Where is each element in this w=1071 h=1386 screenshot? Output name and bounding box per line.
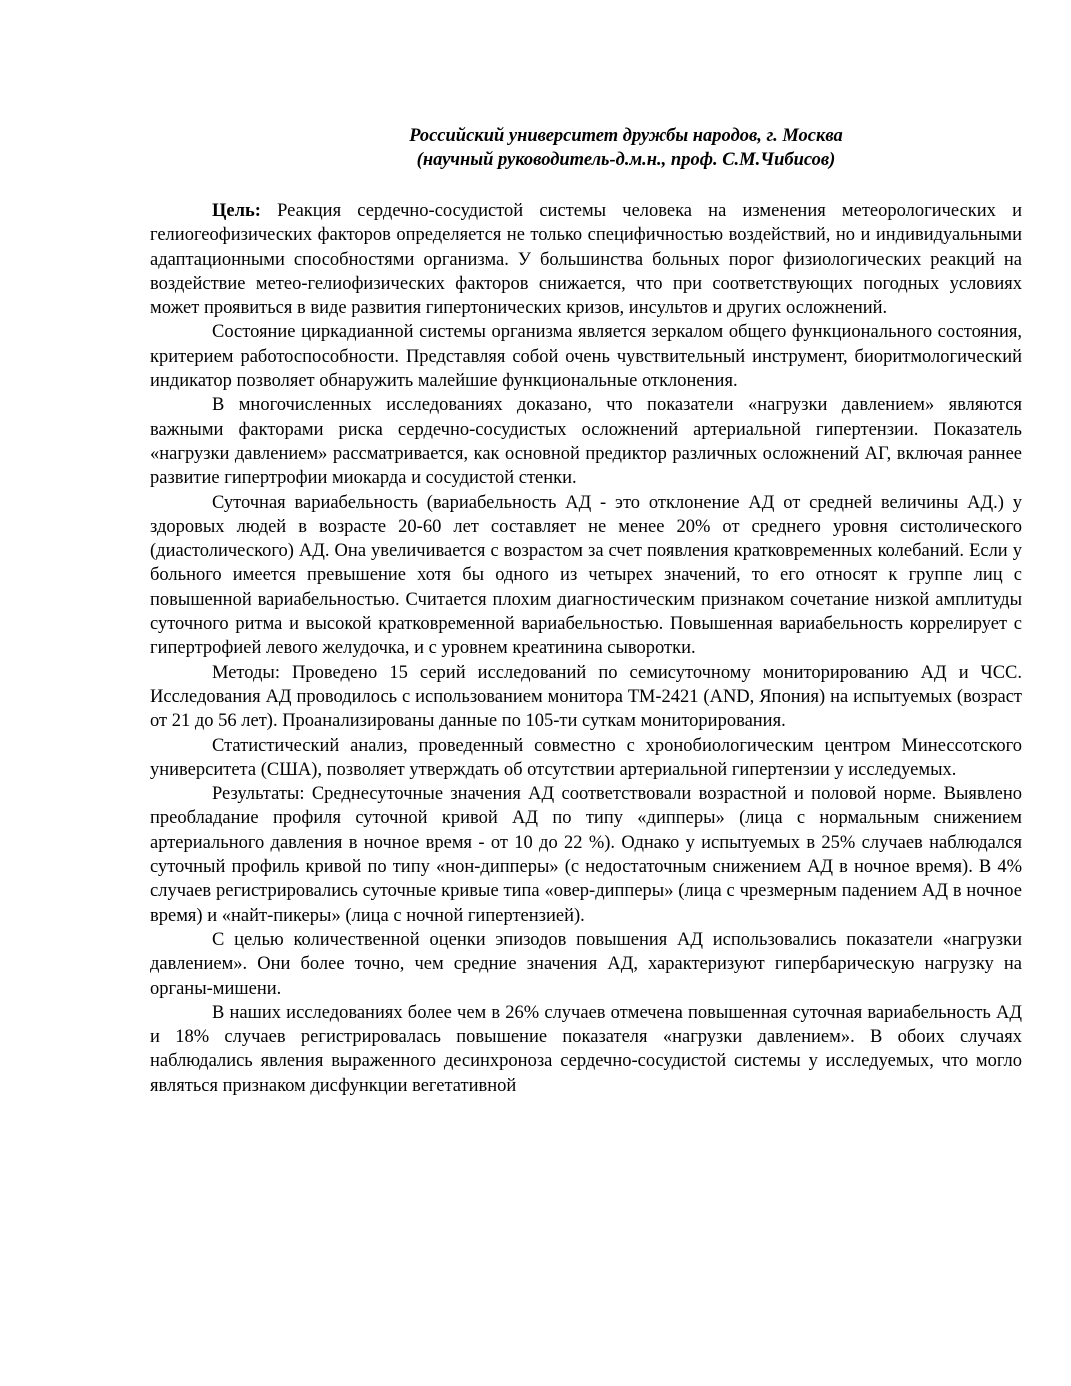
document-page [150,124,1022,1098]
paragraph-text: Суточная вариабельность (вариабельность АД - это отклонение АД от средней величины АД.) у здоровых людей в возрасте 20-60 лет составляет не менее 20% от среднего уровня систолического (диастолического) АД. Она увеличивается с возрастом за счет появления кратковременных колебаний. Если у больного имеется превышение хотя бы одного из четырех значений, то его относят к группе лиц с повышенной вариабельностью. Считается плохим диагностическим признаком сочетание низкой амплитуды суточного ритма и высокой кратковременной вариабельностью. Повышенная вариабельность коррелирует с гипертрофией левого желудочка, и с уровнем креатинина сыворотки. [150,492,1022,659]
affiliation-line: Российский университет дружбы народов, г. Москва [409,126,843,146]
paragraph-methods [150,661,1022,734]
supervisor-line: (научный руководитель-д.м.н., проф. С.М.Чибисов) [416,150,836,170]
body-text [150,199,1022,1098]
paragraph-text: С целью количественной оценки эпизодов повышения АД использовались показатели «нагрузки давлением». Они более точно, чем средние значения АД, характеризуют гипербарическую нагрузку на органы-мишени. [150,929,1022,999]
paragraph-aim [150,199,1022,320]
paragraph-text: В наших исследованиях более чем в 26% случаев отмечена повышенная суточная вариабельность АД и 18% случаев регистрировалась повышение показателя «нагрузки давлением». В обоих случаях наблюдались явления выраженного десинхроноза сердечно-сосудистой системы у исследуемых, что могло являться признаком дисфункции вегетативной [150,1002,1022,1096]
paragraph-text: Реакция сердечно-сосудистой системы человека на изменения метеорологических и гелиогеофизических факторов определяется не только специфичностью воздействий, но и индивидуальными адаптационными способностями организма. У большинства больных порог физиологических реакций на воздействие метео-гелиофизических факторов снижается, что при соответствующих погодных условиях может проявиться в виде развития гипертонических кризов, инсультов и других осложнений. [150,201,1022,319]
paragraph-text: Результаты: Среднесуточные значения АД соответствовали возрастной и половой норме. Выявлено преобладание профиля суточной кривой АД по типу «дипперы» (лица с нормальным снижением артериального давления в ночное время - от 10 до 22 %). Однако у испытуемых в 25% случаев наблюдался суточный профиль кривой по типу «нон-дипперы» (с недостаточным снижением АД в ночное время). В 4% случаев регистрировались суточные кривые типа «овер-дипперы» (лица с чрезмерным падением АД в ночное время) и «найт-пикеры» (лица с ночной гипертензией). [150,784,1022,926]
paragraph-text: Статистический анализ, проведенный совместно с хронобиологическим центром Минессотского университета (США), позволяет утверждать об отсутствии артериальной гипертензии у исследуемых. [150,735,1022,780]
paragraph-findings [150,1001,1022,1098]
paragraph-quantitative [150,928,1022,1001]
paragraph-variability [150,491,1022,661]
paragraph-pressure-load [150,393,1022,490]
affiliation-header [230,124,1022,172]
paragraph-circadian [150,320,1022,393]
paragraph-results [150,782,1022,928]
paragraph-text: В многочисленных исследованиях доказано, что показатели «нагрузки давлением» являются важными факторами риска сердечно-сосудистых осложнений артериальной гипертензии. Показатель «нагрузки давлением» рассматривается, как основной предиктор различных осложнений АГ, включая раннее развитие гипертрофии миокарда и сосудистой стенки. [150,395,1022,489]
paragraph-lead: Цель: [212,201,261,221]
paragraph-text: Состояние циркадианной системы организма является зеркалом общего функционального состояния, критерием работоспособности. Представляя собой очень чувствительный инструмент, биоритмологический индикатор позволяет обнаружить малейшие функциональные отклонения. [150,322,1022,392]
paragraph-statistics [150,734,1022,783]
paragraph-text: Методы: Проведено 15 серий исследований по семисуточному мониторированию АД и ЧСС. Исследования АД проводилось с использованием монитора ТМ-2421 (AND, Япония) на испытуемых (возраст от 21 до 56 лет). Проанализированы данные по 105-ти суткам мониторирования. [150,662,1022,732]
